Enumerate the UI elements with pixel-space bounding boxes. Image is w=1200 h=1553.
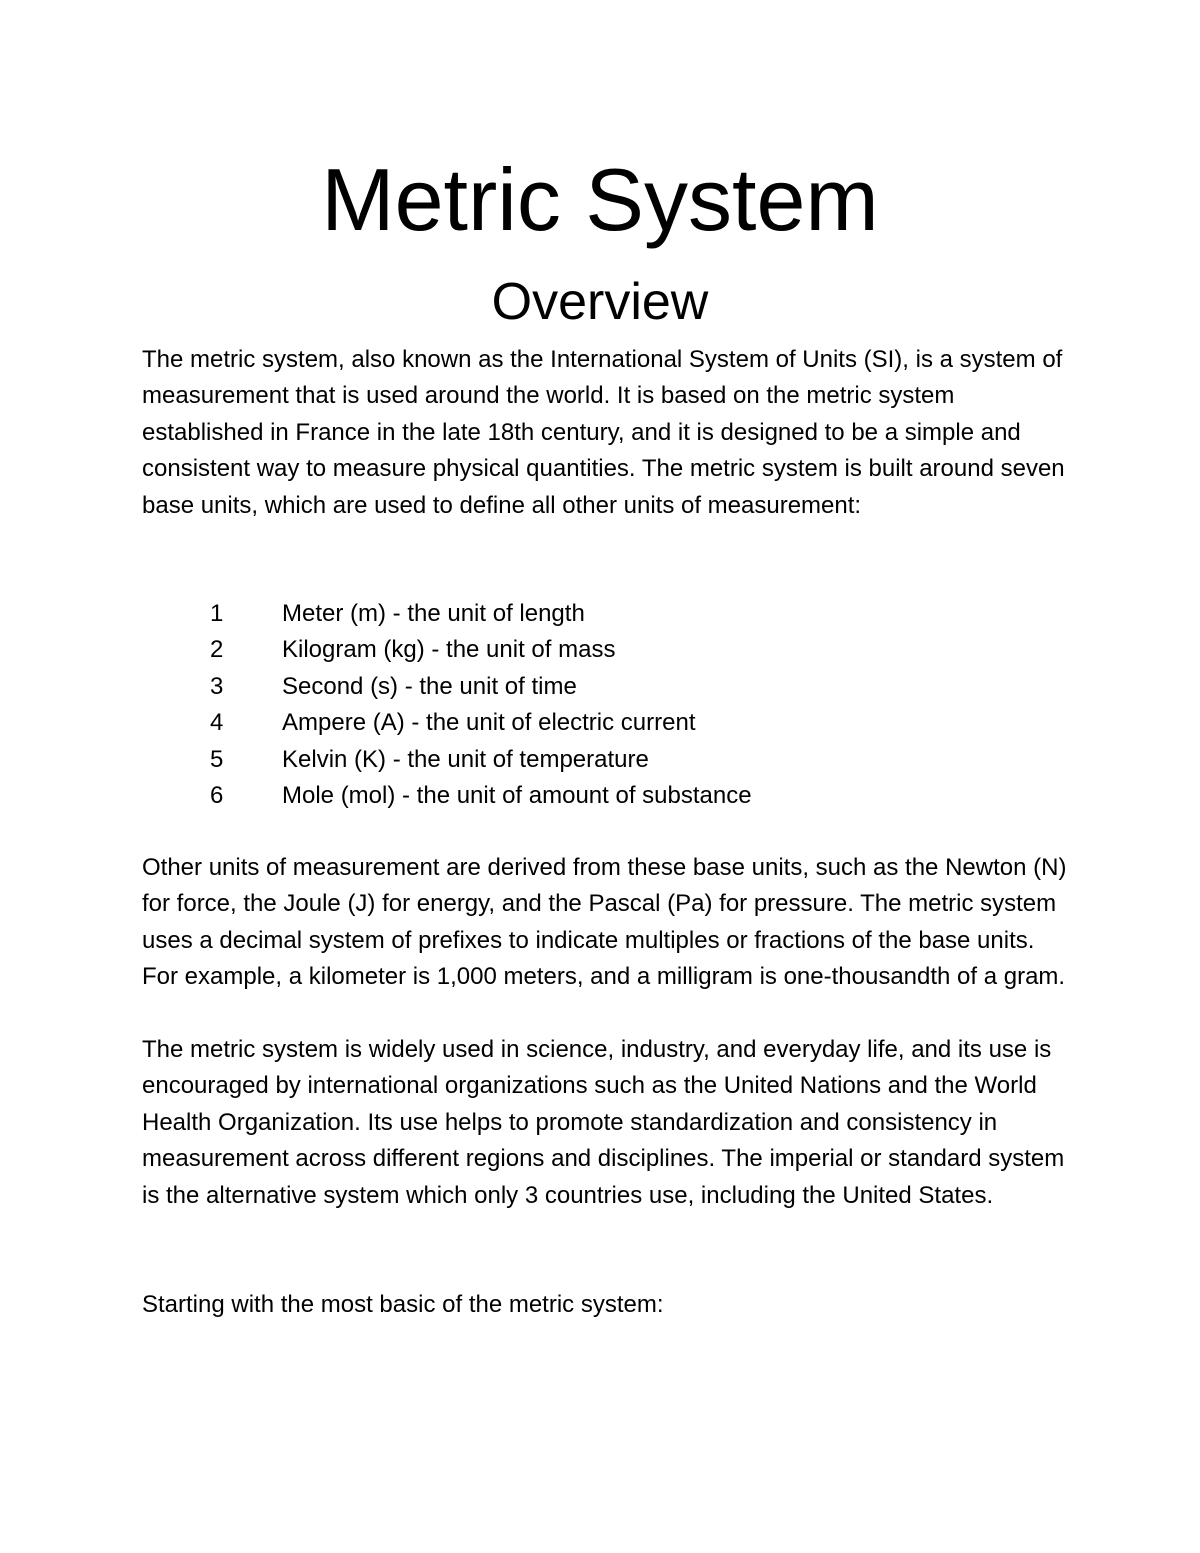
list-item-number: 2 xyxy=(210,636,224,664)
list-item-text: Kelvin (K) - the unit of temperature xyxy=(282,745,649,773)
list-item-number: 1 xyxy=(210,600,224,627)
list-item-text: Mole (mol) - the unit of amount of substance xyxy=(282,781,752,809)
list-item-text: Meter (m) - the unit of length xyxy=(282,600,585,627)
list-item xyxy=(142,596,1072,632)
list-item xyxy=(142,669,1072,705)
list-item xyxy=(142,778,1072,814)
list-item-text: Ampere (A) - the unit of electric current xyxy=(282,709,696,737)
page-title: Metric System xyxy=(321,150,879,249)
list-item xyxy=(142,632,1072,668)
derived-units-paragraph: Other units of measurement are derived from these base units, such as the Newton (N) for force, the Joule (J) for energy, and the Pascal (Pa) for pressure. The metric system uses a decimal system of prefixes to indicate multiples or fractions of the base units. For example, a kilometer is 1,000 meters, and a milligram is one-thousandth of a gram. xyxy=(142,854,1067,991)
usage-paragraph: The metric system is widely used in science, industry, and everyday life, and its use is encouraged by international organizations such as the United Nations and the World Health Organization. Its use helps to promote standardization and consistency in measurement across different regions and disciplines. The imperial or standard system is the alternative system which only 3 countries use, including the United States. xyxy=(142,1036,1065,1209)
closing-paragraph: Starting with the most basic of the metric system: xyxy=(142,1291,664,1318)
list-item-number: 6 xyxy=(210,781,224,809)
list-item-number: 5 xyxy=(210,745,224,773)
intro-paragraph: The metric system, also known as the International System of Units (SI), is a system of measurement that is used around the world. It is based on the metric system established in France in the late 18th century, and it is designed to be a simple and consistent way to measure physical quantities. The metric system is built around seven base units, which are used to define all other units of measurement: xyxy=(142,346,1065,519)
list-item-number: 4 xyxy=(210,709,224,737)
list-item-number: 3 xyxy=(210,672,224,700)
list-item xyxy=(142,742,1072,778)
list-item-text: Kilogram (kg) - the unit of mass xyxy=(282,636,616,664)
section-heading: Overview xyxy=(491,273,709,331)
list-item xyxy=(142,705,1072,741)
base-units-list xyxy=(142,596,1072,814)
list-item-text: Second (s) - the unit of time xyxy=(282,672,577,700)
